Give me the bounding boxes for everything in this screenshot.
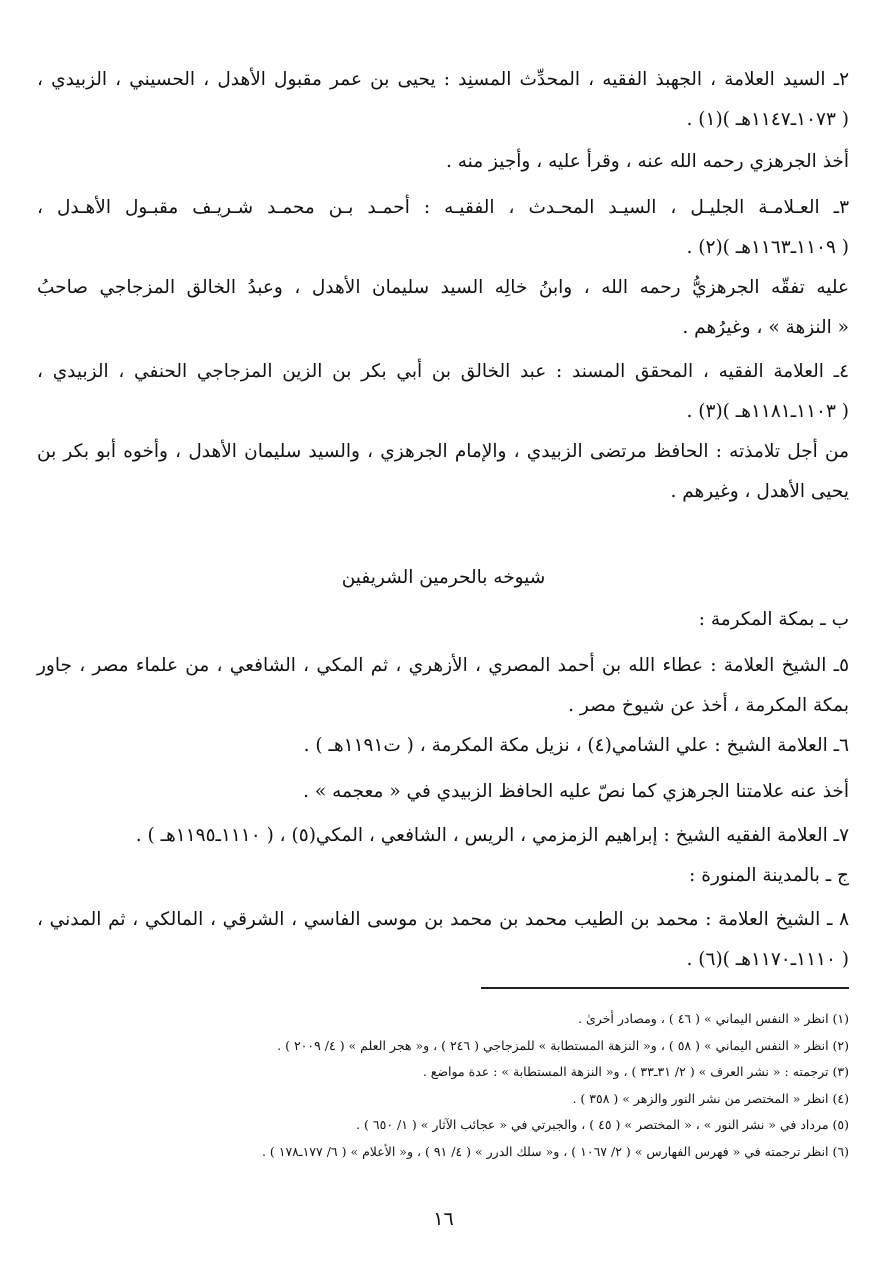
- note-4-line-2: يحيى الأهدل ، وغيرهم .: [670, 481, 849, 502]
- footnotes: [37, 1006, 849, 1165]
- entry-8-line-2: ( ١١١٠ـ١١٧٠هـ )(٦) .: [686, 949, 849, 970]
- entry-4-line-2: ( ١١٠٣ـ١١٨١هـ )(٣) .: [686, 401, 849, 422]
- footnote-5: (٥) مرداد في « نشر النور » ، « المختصر » ( ٤٥ ) ، والجبرتي في « عجائب الآثار » ( ١/ ٦٥٠ ) .: [356, 1117, 849, 1132]
- entry-4: [37, 352, 849, 432]
- entry-3: [37, 188, 849, 268]
- subsection-mecca-label: ب ـ بمكة المكرمة :: [698, 609, 849, 630]
- entry-5-line-1: ٥ـ الشيخ العلامة : عطاء الله بن أحمد المصري ، الأزهري ، ثم المكي ، الشافعي ، من علماء مصر ، جاور: [37, 655, 849, 676]
- entry-4-line-1: ٤ـ العلامة الفقيه ، المحقق المسند : عبد الخالق بن أبي بكر بن الزين المزجاجي الحنفي ، الزبيدي ،: [37, 361, 849, 382]
- entry-3-line-1: ٣ـ العـلامـة الجليـل ، السيـد المحـدث ، الفقيـه : أحمـد بـن محمـد شـريـف مقبـول الأهـدل ،: [37, 197, 849, 218]
- subsection-mecca: [37, 600, 849, 640]
- entry-6-line-1: ٦ـ العلامة الشيخ : علي الشامي(٤) ، نزيل مكة المكرمة ، ( ت١١٩١هـ ) .: [303, 735, 849, 756]
- entry-2-line-1: ٢ـ السيد العلامة ، الجهبذ الفقيه ، المحدِّث المسنِد : يحيى بن عمر مقبول الأهدل ، الحسيني ، الزبيدي ،: [37, 69, 849, 90]
- note-after-entry-4: [37, 432, 849, 512]
- subsection-medina-label: ج ـ بالمدينة المنورة :: [689, 865, 849, 886]
- footnote-3: (٣) ترجمته : « نشر العرف » ( ٢/ ٣١ـ٣٣ ) ، و« النزهة المستطابة » : عدة مواضع .: [422, 1064, 849, 1079]
- section-heading: شيوخه بالحرمين الشريفين: [341, 567, 546, 588]
- footnote-divider: [481, 987, 849, 989]
- entry-3-line-2: ( ١١٠٩ـ١١٦٣هـ )(٢) .: [686, 237, 849, 258]
- note-3-line-2: « النزهة » ، وغيرُهم .: [682, 317, 849, 338]
- note-line-1: أخذ الجرهزي رحمه الله عنه ، وقرأ عليه ، وأجيز منه .: [445, 151, 849, 172]
- entry-7: [37, 816, 849, 856]
- entry-7-line-1: ٧ـ العلامة الفقيه الشيخ : إبراهيم الزمزمي ، الريس ، الشافعي ، المكي(٥) ، ( ١١١٠ـ١١٩٥هـ ) .: [135, 825, 849, 846]
- entry-2: [37, 60, 849, 140]
- subsection-medina: [37, 856, 849, 896]
- footnote-6: (٦) انظر ترجمته في « فهرس الفهارس » ( ٢/ ١٠٦٧ ) ، و« سلك الدرر » ( ٤/ ٩١ ) ، و« الأعلام » ( ٦/ ١٧٧ـ١٧٨ ) .: [261, 1143, 849, 1159]
- footnote-4: (٤) انظر « المختصر من نشر النور والزهر » ( ٣٥٨ ) .: [572, 1090, 849, 1106]
- footnote-2: (٢) انظر « النفس اليماني » ( ٥٨ ) ، و« النزهة المستطابة » للمزجاجي ( ٢٤٦ ) ، و« هجر العلم » ( ٤/ ٢٠٠٩ ) .: [277, 1037, 849, 1053]
- entry-5-line-2: بمكة المكرمة ، أخذ عن شيوخ مصر .: [568, 695, 849, 716]
- entry-8: [37, 900, 849, 980]
- entry-6: [37, 726, 849, 766]
- note-after-entry-6: [37, 772, 849, 812]
- note-3-line-1: عليه تفقّه الجرهزيُّ رحمه الله ، وابنُ خالِه السيد سليمان الأهدل ، وعبدُ الخالق المزجاجي صاحبُ: [37, 277, 849, 298]
- note-after-entry-3: [37, 268, 849, 348]
- entry-2-line-2: ( ١٠٧٣ـ١١٤٧هـ )(١) .: [686, 109, 849, 130]
- entry-8-line-1: ٨ ـ الشيخ العلامة : محمد بن الطيب محمد بن محمد بن موسى الفاسي ، الشرقي ، المالكي ، ثم المدني ،: [37, 909, 849, 930]
- note-4-line-1: من أجل تلامذته : الحافظ مرتضى الزبيدي ، والإمام الجرهزي ، والسيد سليمان الأهدل ، وأخوه أبو بكر بن: [37, 441, 849, 462]
- footnote-1: (١) انظر « النفس اليماني » ( ٤٦ ) ، ومصادر أخرىٰ .: [578, 1011, 849, 1026]
- note-6-line-1: أخذ عنه علامتنا الجرهزي كما نصّ عليه الحافظ الزبيدي في « معجمه » .: [303, 781, 849, 802]
- page-number: ١٦: [433, 1208, 454, 1230]
- entry-5: [37, 646, 849, 726]
- note-after-entry-2: [37, 142, 849, 182]
